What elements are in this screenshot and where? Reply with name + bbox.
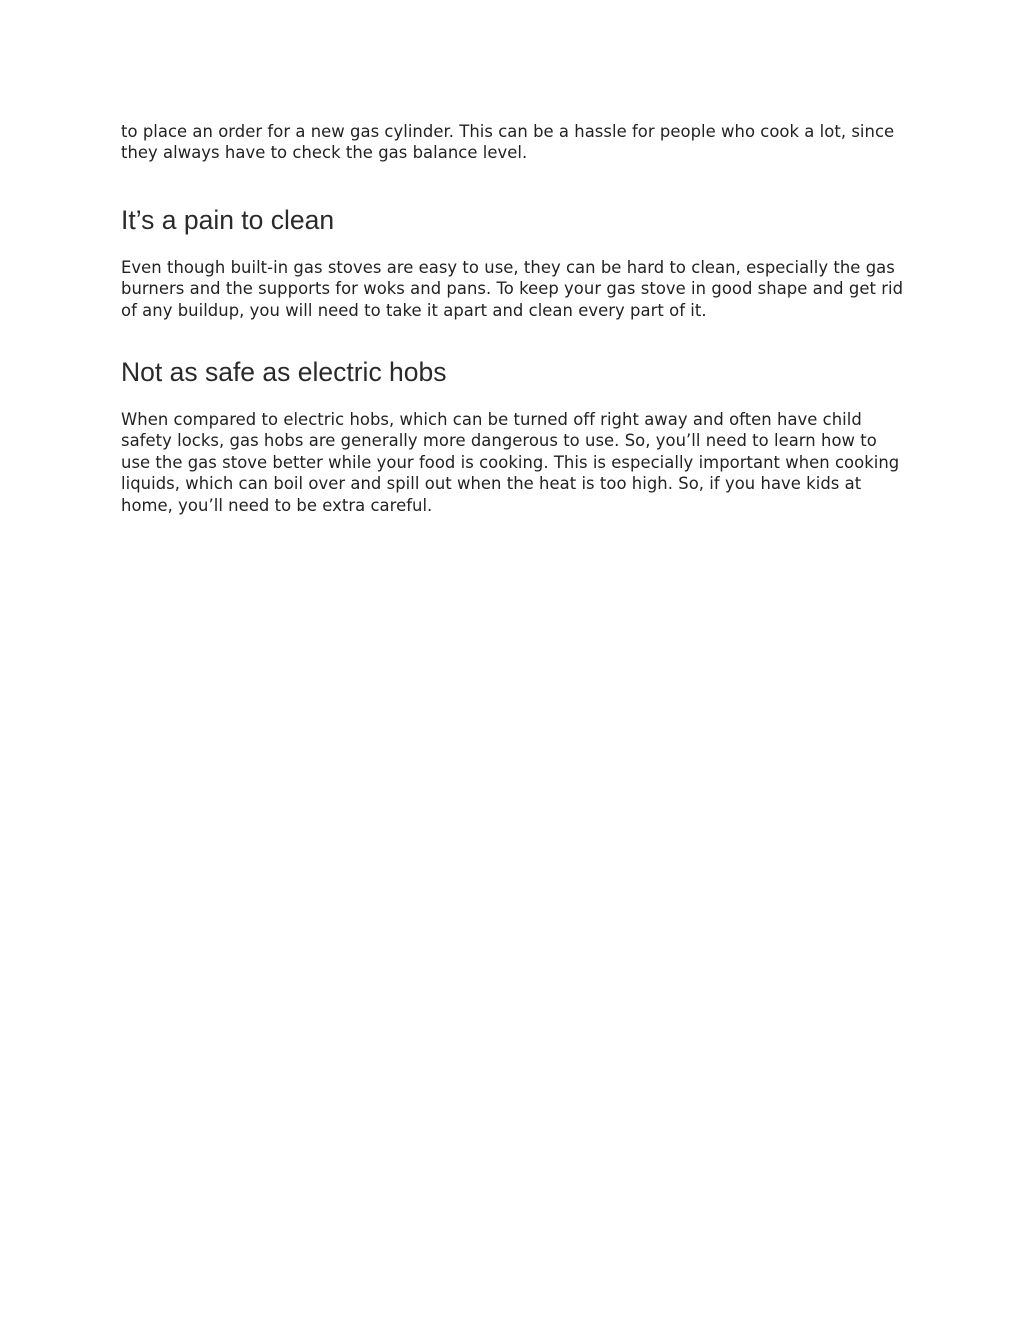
section-heading-cleaning: It’s a pain to clean (121, 204, 335, 235)
article-body (121, 121, 911, 516)
section-paragraph-safety: When compared to electric hobs, which can be turned off right away and often have child safety locks, gas hobs are generally more dangerous to use. So, you’ll need to learn how to use the gas stove better while your food is cooking. This is especially important when cooking liquids, which can boil over and spill out when the heat is too high. So, if you have kids at home, you’ll need to be extra careful. (121, 410, 900, 515)
section-paragraph-cleaning: Even though built-in gas stoves are easy to use, they can be hard to clean, especially the gas burners and the supports for woks and pans. To keep your gas stove in good shape and get rid of any buildup, you will need to take it apart and clean every part of it. (121, 257, 904, 320)
section-heading-safety: Not as safe as electric hobs (121, 357, 447, 388)
intro-paragraph: to place an order for a new gas cylinder. This can be a hassle for people who cook a lot, since they always have to check the gas balance level. (121, 122, 895, 163)
